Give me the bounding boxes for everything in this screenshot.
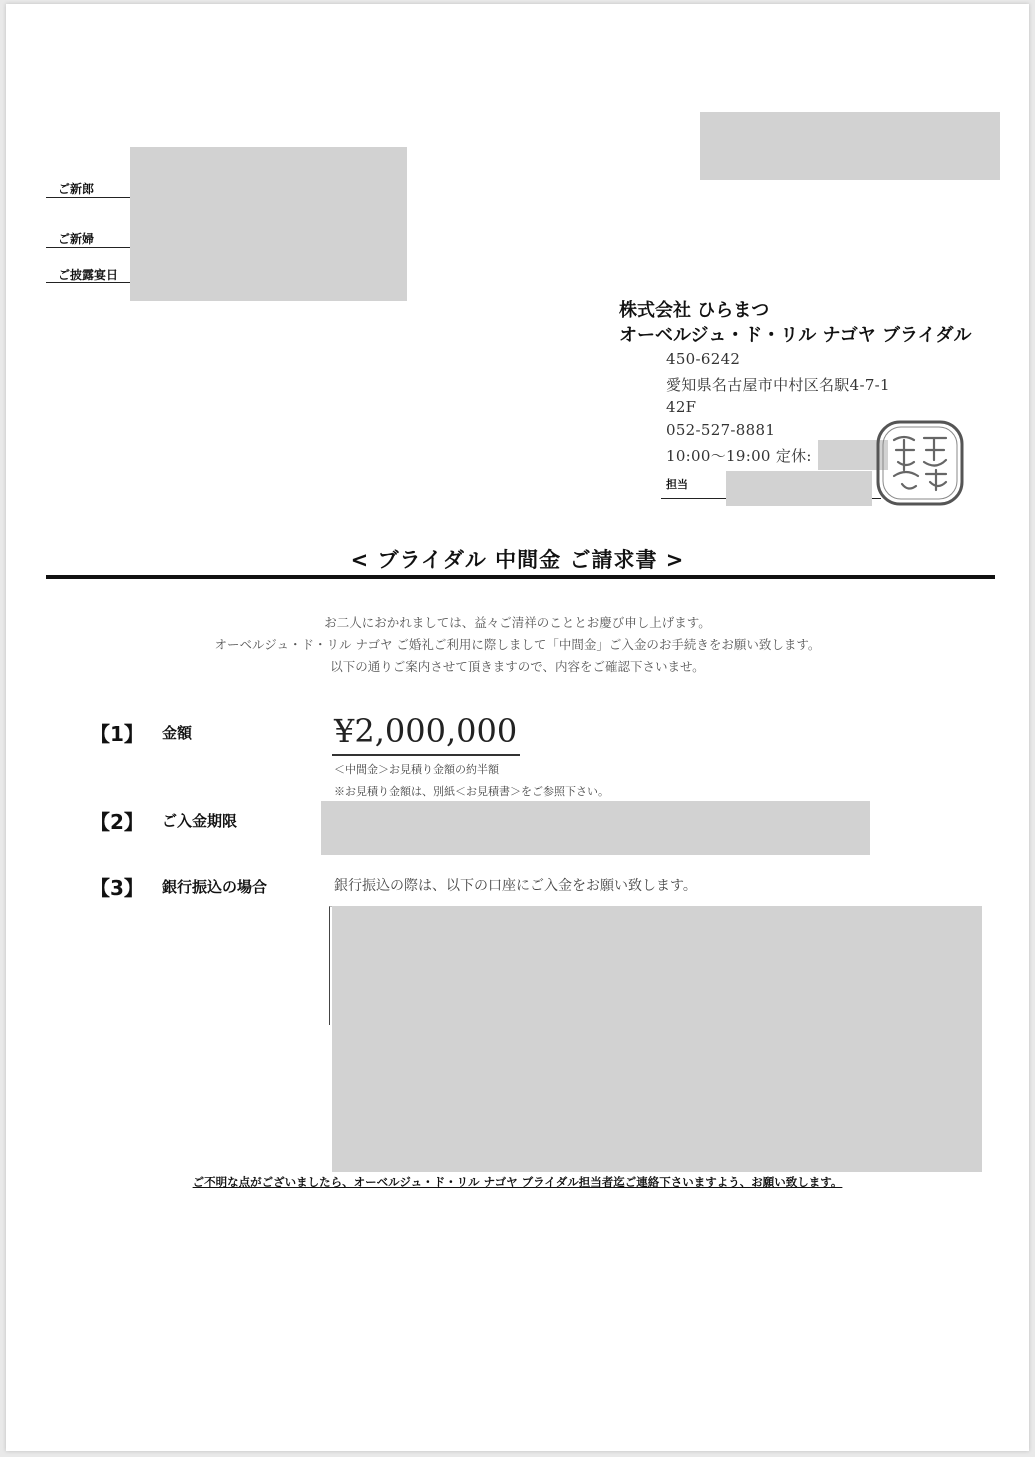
redacted-deadline (321, 801, 870, 855)
groom-underline (46, 197, 130, 198)
address: 愛知県名古屋市中村区名駅4-7-1 (666, 376, 890, 394)
amount-value: ¥2,000,000 (334, 712, 518, 750)
title-rule (46, 575, 995, 579)
section-3-label: 銀行振込の場合 (162, 878, 268, 896)
floor: 42F (666, 398, 697, 416)
redacted-staff-name (726, 471, 872, 506)
reception-date-underline (46, 282, 130, 283)
business-hours: 10:00〜19:00 定休: (666, 447, 812, 465)
amount-note-2: ※お見積り金額は、別紙＜お見積書＞をご参照下さい。 (334, 785, 609, 798)
bride-label: ご新婦 (58, 232, 95, 246)
section-3-number: 【3】 (90, 876, 144, 900)
invoice-title: < ブライダル 中間金 ご請求書 > (350, 548, 685, 572)
bank-description: 銀行振込の際は、以下の口座にご入金をお願い致します。 (334, 878, 697, 894)
staff-label: 担当 (666, 478, 688, 491)
redacted-issue-info (700, 112, 1000, 180)
section-2-label: ご入金期限 (162, 812, 238, 830)
intro-line-3: 以下の通りご案内させて頂きますので、内容をご確認下さいませ。 (330, 659, 705, 674)
section-1-number: 【1】 (90, 722, 144, 746)
section-2-number: 【2】 (90, 810, 144, 834)
redacted-bank-account (332, 906, 982, 1172)
groom-label: ご新郎 (58, 182, 95, 196)
company-seal-icon (874, 418, 966, 508)
intro-line-1: お二人におかれましては、益々ご清祥のこととお慶び申し上げます。 (324, 615, 711, 630)
bride-underline (46, 247, 130, 248)
company-name: 株式会社 ひらまつ (619, 300, 770, 321)
phone: 052-527-8881 (666, 421, 776, 439)
venue-name: オーベルジュ・ド・リル ナゴヤ ブライダル (619, 325, 972, 346)
section-1-label: 金額 (162, 724, 193, 742)
amount-note-1: ＜中間金＞お見積り金額の約半額 (334, 763, 499, 776)
redacted-recipient-names (130, 147, 407, 301)
intro-line-2: オーベルジュ・ド・リル ナゴヤ ご婚礼ご利用に際しまして「中間金」ご入金のお手続きをお願い致します。 (214, 637, 821, 652)
postal-code: 450-6242 (666, 350, 741, 368)
amount-underline (332, 754, 520, 756)
invoice-page (6, 4, 1029, 1451)
footer-note: ご不明な点がございましたら、オーベルジュ・ド・リル ナゴヤ ブライダル担当者迄ご連絡下さいますよう、お願い致します。 (192, 1175, 843, 1189)
intro-text (6, 612, 1029, 678)
reception-date-label: ご披露宴日 (58, 268, 119, 282)
